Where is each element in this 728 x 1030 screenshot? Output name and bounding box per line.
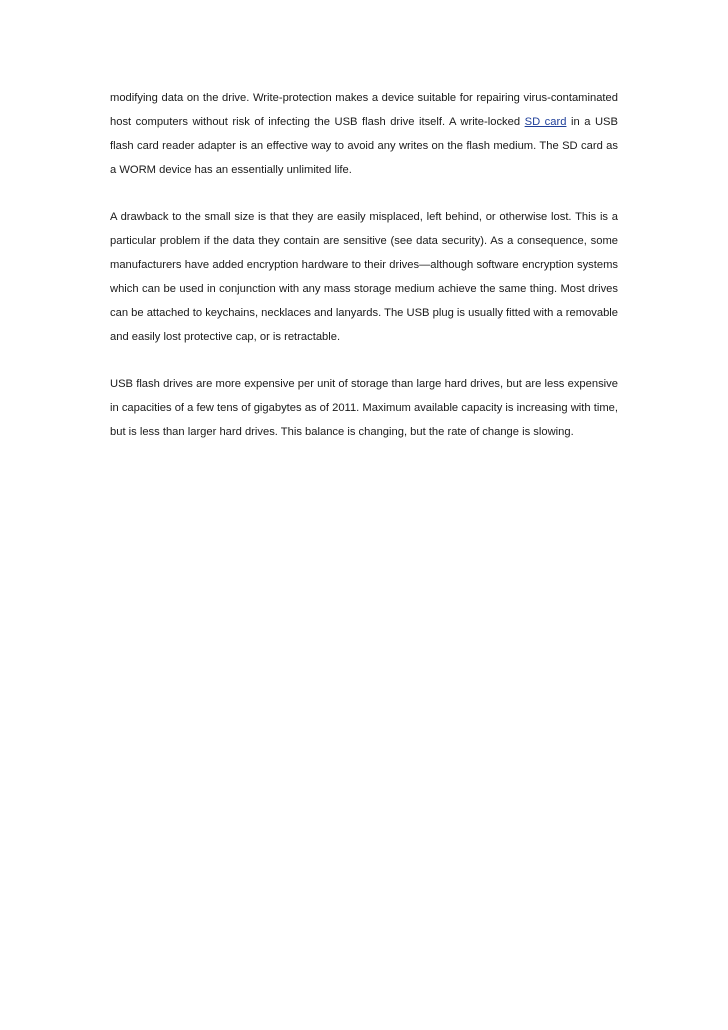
paragraph-cost: USB flash drives are more expensive per unit of storage than large hard drives, but are less expensive in capacities of a few tens of gigabytes as of 2011. Maximum available capacity is increasing with time, but is less than larger hard drives. This balance is changing, but the rate of change is slowing. — [110, 378, 618, 438]
paragraph-text: modifying data on the drive. Write-protection makes a device suitable for repairing virus-contaminated host computers without risk of infecting the USB flash drive itself. A write-locked — [110, 92, 618, 128]
paragraph-text: in a USB flash card reader adapter is an effective way to avoid any writes on the flash medium. The SD card as a WORM device has an essentially unlimited life. — [110, 116, 618, 176]
document-body — [110, 86, 618, 444]
sd-card-link[interactable]: SD card — [524, 116, 567, 128]
paragraph-drawback: A drawback to the small size is that they are easily misplaced, left behind, or otherwise lost. This is a particular problem if the data they contain are sensitive (see data security). As a consequence, some manufacturers have added encryption hardware to their drives—although software encryption systems which can be used in conjunction with any mass storage medium achieve the same thing. Most drives can be attached to keychains, necklaces and lanyards. The USB plug is usually fitted with a removable and easily lost protective cap, or is retractable. — [110, 211, 618, 343]
paragraph-write-protection — [110, 86, 618, 182]
